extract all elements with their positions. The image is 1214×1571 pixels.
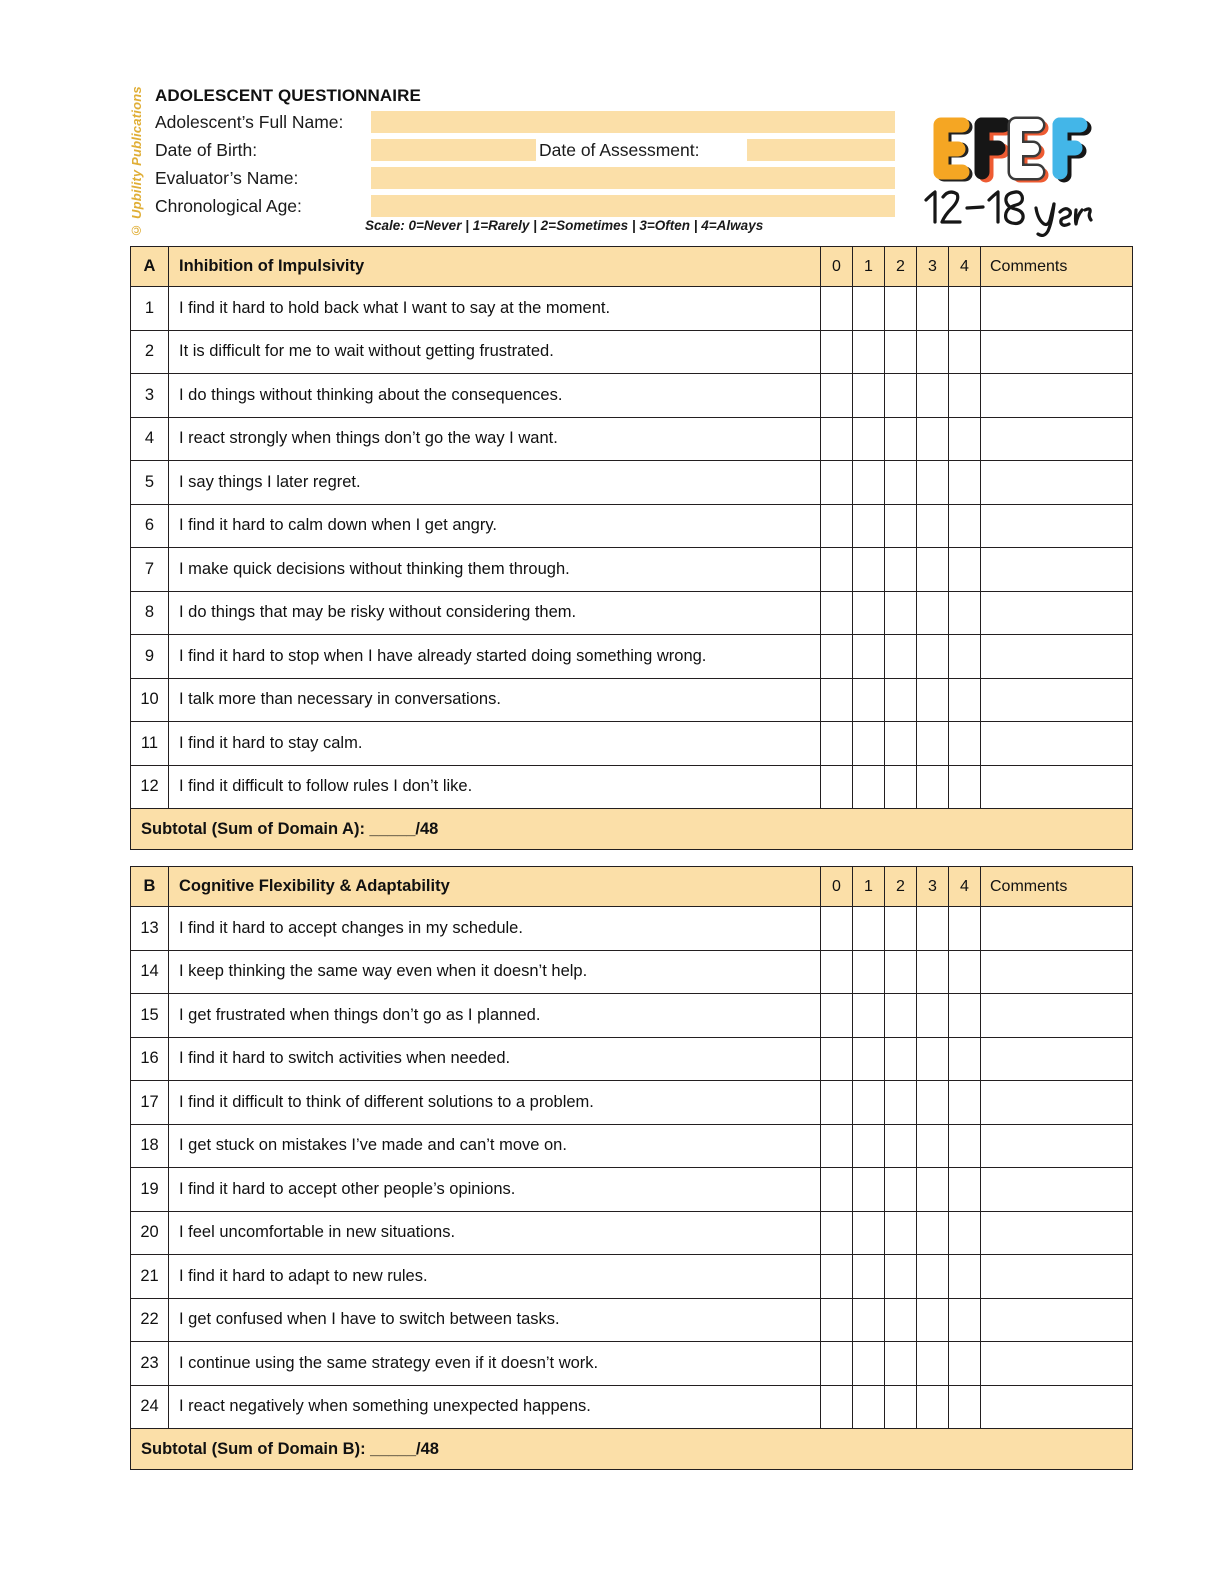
rating-cell-0[interactable] [821,287,853,331]
rating-cell-4[interactable] [949,765,981,809]
table-row [131,1081,1133,1125]
rating-cell-1[interactable] [853,994,885,1038]
comments-cell[interactable] [981,1211,1133,1255]
item-text: I say things I later regret. [169,461,821,505]
rating-cell-2[interactable] [885,1168,917,1212]
rating-cell-3[interactable] [917,635,949,679]
rating-cell-3[interactable] [917,1081,949,1125]
rating-cell-3[interactable] [917,548,949,592]
comments-cell[interactable] [981,1385,1133,1429]
table-row [131,1168,1133,1212]
evaluator-name-label: Evaluator’s Name: [155,168,299,188]
rating-cell-4[interactable] [949,722,981,766]
rating-cell-1[interactable] [853,1168,885,1212]
rating-cell-2[interactable] [885,287,917,331]
rating-cell-4[interactable] [949,678,981,722]
rating-cell-0[interactable] [821,1037,853,1081]
item-text: I find it hard to calm down when I get angry. [169,504,821,548]
item-number: 21 [131,1255,169,1299]
rating-cell-4[interactable] [949,1037,981,1081]
rating-cell-4[interactable] [949,548,981,592]
date-of-assessment-label: Date of Assessment: [539,140,700,160]
rating-cell-4[interactable] [949,1385,981,1429]
table-row [131,374,1133,418]
rating-cell-0[interactable] [821,461,853,505]
rating-cell-1[interactable] [853,722,885,766]
rating-header-3: 3 [917,247,949,287]
rating-cell-4[interactable] [949,907,981,951]
rating-cell-4[interactable] [949,504,981,548]
rating-cell-0[interactable] [821,330,853,374]
rating-cell-2[interactable] [885,1081,917,1125]
rating-cell-4[interactable] [949,994,981,1038]
domain-b-letter: B [131,867,169,907]
item-text: I keep thinking the same way even when it doesn’t help. [169,950,821,994]
comments-cell[interactable] [981,287,1133,331]
rating-header-0: 0 [821,867,853,907]
rating-cell-4[interactable] [949,1255,981,1299]
item-text: I do things that may be risky without considering them. [169,591,821,635]
item-text: I feel uncomfortable in new situations. [169,1211,821,1255]
item-number: 9 [131,635,169,679]
comments-cell[interactable] [981,678,1133,722]
domain-b-header-row [131,867,1133,907]
date-of-birth-input[interactable] [371,139,536,161]
rating-cell-0[interactable] [821,765,853,809]
rating-cell-3[interactable] [917,374,949,418]
rating-cell-1[interactable] [853,1124,885,1168]
rating-cell-3[interactable] [917,1342,949,1386]
table-row [131,591,1133,635]
rating-cell-0[interactable] [821,591,853,635]
domain-a-subtotal-row [131,809,1133,850]
rating-cell-1[interactable] [853,1037,885,1081]
chronological-age-label: Chronological Age: [155,196,302,216]
rating-cell-1[interactable] [853,678,885,722]
table-row [131,548,1133,592]
rating-cell-4[interactable] [949,1168,981,1212]
rating-cell-2[interactable] [885,678,917,722]
item-number: 19 [131,1168,169,1212]
item-number: 13 [131,907,169,951]
item-number: 14 [131,950,169,994]
item-text: I react negatively when something unexpected happens. [169,1385,821,1429]
comments-cell[interactable] [981,950,1133,994]
comments-cell[interactable] [981,461,1133,505]
rating-cell-4[interactable] [949,374,981,418]
rating-cell-4[interactable] [949,635,981,679]
item-number: 18 [131,1124,169,1168]
rating-cell-3[interactable] [917,1298,949,1342]
rating-cell-2[interactable] [885,330,917,374]
efef-logo [918,112,1093,237]
table-row [131,1385,1133,1429]
rating-cell-3[interactable] [917,504,949,548]
item-text: I find it hard to switch activities when needed. [169,1037,821,1081]
rating-cell-0[interactable] [821,1124,853,1168]
item-text: I find it hard to accept other people’s opinions. [169,1168,821,1212]
table-row [131,678,1133,722]
rating-header-2: 2 [885,867,917,907]
rating-cell-0[interactable] [821,1081,853,1125]
rating-cell-4[interactable] [949,1081,981,1125]
item-text: I continue using the same strategy even if it doesn’t work. [169,1342,821,1386]
item-text: I find it hard to stop when I have already started doing something wrong. [169,635,821,679]
rating-cell-2[interactable] [885,635,917,679]
rating-cell-4[interactable] [949,417,981,461]
comments-cell[interactable] [981,722,1133,766]
comments-cell[interactable] [981,548,1133,592]
table-row [131,994,1133,1038]
rating-cell-3[interactable] [917,1037,949,1081]
rating-cell-1[interactable] [853,461,885,505]
rating-header-0: 0 [821,247,853,287]
item-text: I find it hard to stay calm. [169,722,821,766]
rating-cell-1[interactable] [853,417,885,461]
rating-cell-0[interactable] [821,1211,853,1255]
item-text: I get stuck on mistakes I’ve made and can’t move on. [169,1124,821,1168]
rating-cell-1[interactable] [853,1298,885,1342]
comments-cell[interactable] [981,1037,1133,1081]
rating-cell-2[interactable] [885,994,917,1038]
table-row [131,765,1133,809]
rating-cell-0[interactable] [821,678,853,722]
item-number: 23 [131,1342,169,1386]
rating-cell-4[interactable] [949,330,981,374]
item-number: 12 [131,765,169,809]
item-number: 6 [131,504,169,548]
comments-cell[interactable] [981,504,1133,548]
date-of-assessment-input[interactable] [747,139,895,161]
comments-cell[interactable] [981,1255,1133,1299]
domain-table-a [130,246,1133,850]
rating-cell-2[interactable] [885,1298,917,1342]
rating-cell-2[interactable] [885,1385,917,1429]
rating-cell-1[interactable] [853,1081,885,1125]
comments-cell[interactable] [981,765,1133,809]
scale-legend: Scale: 0=Never | 1=Rarely | 2=Sometimes | 3=Often | 4=Always [365,218,764,233]
rating-cell-2[interactable] [885,417,917,461]
rating-cell-4[interactable] [949,287,981,331]
rating-cell-4[interactable] [949,950,981,994]
table-row [131,504,1133,548]
rating-cell-1[interactable] [853,907,885,951]
rating-cell-3[interactable] [917,950,949,994]
item-text: I make quick decisions without thinking them through. [169,548,821,592]
rating-cell-0[interactable] [821,417,853,461]
page-title: ADOLESCENT QUESTIONNAIRE [155,86,421,105]
rating-cell-2[interactable] [885,1211,917,1255]
comments-cell[interactable] [981,994,1133,1038]
rating-cell-1[interactable] [853,765,885,809]
rating-cell-4[interactable] [949,1124,981,1168]
rating-cell-1[interactable] [853,1342,885,1386]
item-number: 15 [131,994,169,1038]
domain-b-subtotal-row [131,1429,1133,1470]
table-row [131,1124,1133,1168]
comments-cell[interactable] [981,374,1133,418]
rating-cell-3[interactable] [917,417,949,461]
item-number: 4 [131,417,169,461]
rating-cell-2[interactable] [885,1342,917,1386]
rating-header-1: 1 [853,867,885,907]
rating-cell-3[interactable] [917,287,949,331]
rating-cell-1[interactable] [853,287,885,331]
rating-cell-1[interactable] [853,635,885,679]
domain-a-title: Inhibition of Impulsivity [169,247,821,287]
table-row [131,1255,1133,1299]
rating-cell-3[interactable] [917,1255,949,1299]
item-number: 20 [131,1211,169,1255]
table-row [131,722,1133,766]
date-of-birth-label: Date of Birth: [155,140,258,160]
comments-cell[interactable] [981,330,1133,374]
rating-cell-3[interactable] [917,1385,949,1429]
rating-cell-2[interactable] [885,1255,917,1299]
rating-cell-4[interactable] [949,1298,981,1342]
item-number: 3 [131,374,169,418]
rating-cell-2[interactable] [885,461,917,505]
rating-cell-3[interactable] [917,722,949,766]
rating-cell-2[interactable] [885,374,917,418]
rating-cell-1[interactable] [853,504,885,548]
rating-cell-2[interactable] [885,950,917,994]
rating-cell-0[interactable] [821,1255,853,1299]
rating-cell-0[interactable] [821,1385,853,1429]
rating-cell-3[interactable] [917,765,949,809]
rating-cell-0[interactable] [821,907,853,951]
rating-cell-2[interactable] [885,907,917,951]
rating-cell-2[interactable] [885,548,917,592]
rating-cell-1[interactable] [853,1211,885,1255]
evaluator-name-input[interactable] [371,167,895,189]
full-name-label: Adolescent’s Full Name: [155,112,344,132]
rating-cell-2[interactable] [885,504,917,548]
table-row [131,461,1133,505]
rating-cell-0[interactable] [821,722,853,766]
rating-cell-0[interactable] [821,635,853,679]
item-text: I get confused when I have to switch between tasks. [169,1298,821,1342]
item-number: 17 [131,1081,169,1125]
table-row [131,907,1133,951]
rating-cell-0[interactable] [821,1298,853,1342]
item-number: 7 [131,548,169,592]
rating-cell-2[interactable] [885,765,917,809]
item-number: 24 [131,1385,169,1429]
rating-cell-3[interactable] [917,1211,949,1255]
comments-cell[interactable] [981,1342,1133,1386]
domain-b-title: Cognitive Flexibility & Adaptability [169,867,821,907]
item-text: I find it hard to hold back what I want to say at the moment. [169,287,821,331]
chronological-age-input[interactable] [371,195,895,217]
comments-cell[interactable] [981,907,1133,951]
rating-cell-3[interactable] [917,994,949,1038]
rating-cell-3[interactable] [917,1124,949,1168]
rating-cell-4[interactable] [949,1342,981,1386]
rating-cell-1[interactable] [853,374,885,418]
table-row [131,417,1133,461]
domain-a-letter: A [131,247,169,287]
item-number: 11 [131,722,169,766]
rating-cell-3[interactable] [917,330,949,374]
rating-cell-2[interactable] [885,1037,917,1081]
item-number: 10 [131,678,169,722]
item-text: I find it hard to accept changes in my schedule. [169,907,821,951]
item-text: I react strongly when things don’t go the way I want. [169,417,821,461]
comments-cell[interactable] [981,417,1133,461]
rating-cell-1[interactable] [853,591,885,635]
table-row [131,950,1133,994]
full-name-input[interactable] [371,111,895,133]
table-row [131,1211,1133,1255]
rating-header-3: 3 [917,867,949,907]
comments-cell[interactable] [981,635,1133,679]
rating-cell-0[interactable] [821,950,853,994]
item-number: 22 [131,1298,169,1342]
rating-cell-2[interactable] [885,1124,917,1168]
rating-cell-1[interactable] [853,1255,885,1299]
table-row [131,1298,1133,1342]
rating-cell-0[interactable] [821,374,853,418]
table-row [131,635,1133,679]
rating-cell-4[interactable] [949,1211,981,1255]
rating-cell-2[interactable] [885,722,917,766]
rating-cell-3[interactable] [917,1168,949,1212]
rating-header-4: 4 [949,247,981,287]
rating-cell-0[interactable] [821,994,853,1038]
rating-cell-3[interactable] [917,461,949,505]
rating-cell-1[interactable] [853,1385,885,1429]
table-row [131,1037,1133,1081]
rating-cell-4[interactable] [949,461,981,505]
table-row [131,330,1133,374]
rating-header-4: 4 [949,867,981,907]
domain-b-subtotal-text[interactable]: Subtotal (Sum of Domain B): _____/48 [131,1429,1133,1470]
item-number: 8 [131,591,169,635]
rating-cell-0[interactable] [821,504,853,548]
rating-header-2: 2 [885,247,917,287]
table-row [131,287,1133,331]
item-number: 16 [131,1037,169,1081]
item-text: It is difficult for me to wait without getting frustrated. [169,330,821,374]
item-text: I do things without thinking about the consequences. [169,374,821,418]
comments-header: Comments [981,867,1133,907]
rating-cell-0[interactable] [821,1168,853,1212]
rating-cell-3[interactable] [917,678,949,722]
rating-cell-0[interactable] [821,548,853,592]
rating-cell-3[interactable] [917,591,949,635]
rating-cell-1[interactable] [853,330,885,374]
rating-cell-0[interactable] [821,1342,853,1386]
item-text: I find it difficult to follow rules I don’t like. [169,765,821,809]
item-text: I talk more than necessary in conversations. [169,678,821,722]
comments-cell[interactable] [981,1124,1133,1168]
item-text: I find it difficult to think of different solutions to a problem. [169,1081,821,1125]
item-text: I get frustrated when things don’t go as I planned. [169,994,821,1038]
rating-cell-4[interactable] [949,591,981,635]
table-row [131,1342,1133,1386]
domain-table-b [130,866,1133,1470]
rating-header-1: 1 [853,247,885,287]
comments-cell[interactable] [981,1168,1133,1212]
domain-a-subtotal-text[interactable]: Subtotal (Sum of Domain A): _____/48 [131,809,1133,850]
copyright-notice: © Upbility Publications [129,86,144,238]
rating-cell-2[interactable] [885,591,917,635]
item-text: I find it hard to adapt to new rules. [169,1255,821,1299]
comments-cell[interactable] [981,591,1133,635]
item-number: 2 [131,330,169,374]
comments-cell[interactable] [981,1081,1133,1125]
rating-cell-3[interactable] [917,907,949,951]
comments-cell[interactable] [981,1298,1133,1342]
rating-cell-1[interactable] [853,548,885,592]
comments-header: Comments [981,247,1133,287]
domain-a-header-row [131,247,1133,287]
rating-cell-1[interactable] [853,950,885,994]
item-number: 1 [131,287,169,331]
item-number: 5 [131,461,169,505]
